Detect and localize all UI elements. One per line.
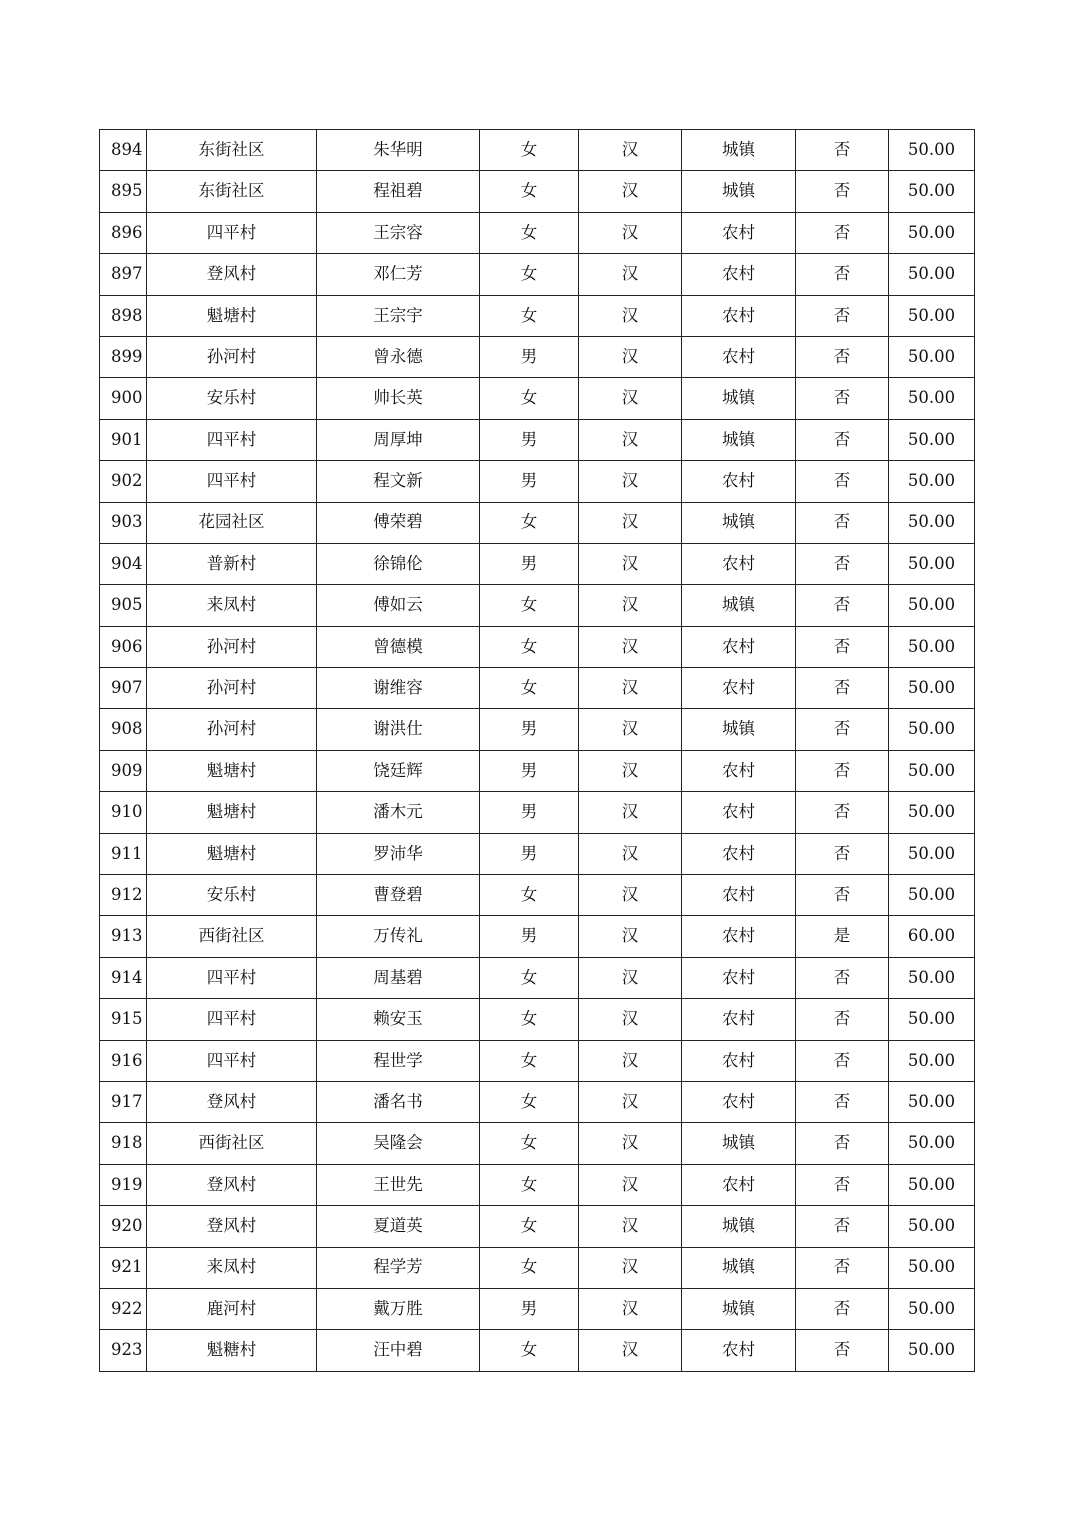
cell-flag: 否 <box>796 1164 889 1205</box>
cell-village: 魁塘村 <box>147 833 317 874</box>
cell-ethnicity: 汉 <box>579 171 682 212</box>
cell-residence-type: 城镇 <box>682 419 796 460</box>
cell-flag: 否 <box>796 543 889 584</box>
cell-amount: 50.00 <box>889 1288 975 1329</box>
table-row <box>100 668 975 709</box>
cell-person-name: 罗沛华 <box>317 833 480 874</box>
cell-residence-type: 城镇 <box>682 709 796 750</box>
cell-amount: 50.00 <box>889 792 975 833</box>
cell-person-name: 夏道英 <box>317 1206 480 1247</box>
cell-serial-number: 910 <box>100 792 147 833</box>
cell-ethnicity: 汉 <box>579 709 682 750</box>
cell-residence-type: 农村 <box>682 254 796 295</box>
cell-serial-number: 905 <box>100 585 147 626</box>
cell-person-name: 周厚坤 <box>317 419 480 460</box>
cell-flag: 否 <box>796 336 889 377</box>
cell-person-name: 赖安玉 <box>317 999 480 1040</box>
cell-amount: 50.00 <box>889 1206 975 1247</box>
cell-person-name: 曾德模 <box>317 626 480 667</box>
roster-body <box>100 130 975 1372</box>
cell-village: 魁塘村 <box>147 792 317 833</box>
cell-village: 四平村 <box>147 212 317 253</box>
cell-amount: 50.00 <box>889 957 975 998</box>
cell-flag: 否 <box>796 1330 889 1371</box>
cell-sex: 女 <box>480 171 579 212</box>
cell-village: 孙河村 <box>147 626 317 667</box>
cell-person-name: 程学芳 <box>317 1247 480 1288</box>
cell-flag: 否 <box>796 254 889 295</box>
cell-person-name: 戴万胜 <box>317 1288 480 1329</box>
table-row <box>100 130 975 171</box>
cell-ethnicity: 汉 <box>579 1247 682 1288</box>
cell-village: 四平村 <box>147 999 317 1040</box>
cell-flag: 是 <box>796 916 889 957</box>
cell-residence-type: 城镇 <box>682 1206 796 1247</box>
cell-amount: 50.00 <box>889 171 975 212</box>
cell-sex: 女 <box>480 378 579 419</box>
cell-sex: 女 <box>480 626 579 667</box>
cell-ethnicity: 汉 <box>579 130 682 171</box>
table-row <box>100 999 975 1040</box>
cell-serial-number: 916 <box>100 1040 147 1081</box>
cell-flag: 否 <box>796 1123 889 1164</box>
cell-person-name: 程世学 <box>317 1040 480 1081</box>
cell-sex: 女 <box>480 957 579 998</box>
cell-sex: 男 <box>480 833 579 874</box>
cell-sex: 女 <box>480 1081 579 1122</box>
cell-person-name: 傅荣碧 <box>317 502 480 543</box>
cell-sex: 男 <box>480 543 579 584</box>
cell-serial-number: 923 <box>100 1330 147 1371</box>
table-row <box>100 626 975 667</box>
cell-village: 西街社区 <box>147 916 317 957</box>
cell-flag: 否 <box>796 1206 889 1247</box>
table-row <box>100 1247 975 1288</box>
cell-flag: 否 <box>796 792 889 833</box>
cell-flag: 否 <box>796 999 889 1040</box>
cell-residence-type: 农村 <box>682 999 796 1040</box>
cell-village: 魁塘村 <box>147 295 317 336</box>
cell-serial-number: 911 <box>100 833 147 874</box>
cell-village: 四平村 <box>147 461 317 502</box>
cell-ethnicity: 汉 <box>579 295 682 336</box>
cell-amount: 50.00 <box>889 543 975 584</box>
cell-village: 花园社区 <box>147 502 317 543</box>
cell-serial-number: 899 <box>100 336 147 377</box>
cell-amount: 50.00 <box>889 461 975 502</box>
cell-serial-number: 894 <box>100 130 147 171</box>
roster-sheet <box>99 129 975 1372</box>
table-row <box>100 1040 975 1081</box>
cell-person-name: 万传礼 <box>317 916 480 957</box>
cell-sex: 女 <box>480 1206 579 1247</box>
cell-serial-number: 903 <box>100 502 147 543</box>
cell-serial-number: 912 <box>100 875 147 916</box>
table-row <box>100 295 975 336</box>
cell-serial-number: 909 <box>100 750 147 791</box>
cell-sex: 女 <box>480 999 579 1040</box>
cell-flag: 否 <box>796 585 889 626</box>
cell-sex: 女 <box>480 1123 579 1164</box>
cell-village: 四平村 <box>147 1040 317 1081</box>
cell-serial-number: 913 <box>100 916 147 957</box>
cell-sex: 女 <box>480 585 579 626</box>
cell-residence-type: 农村 <box>682 916 796 957</box>
cell-person-name: 帅长英 <box>317 378 480 419</box>
cell-residence-type: 农村 <box>682 1164 796 1205</box>
cell-village: 四平村 <box>147 957 317 998</box>
cell-ethnicity: 汉 <box>579 585 682 626</box>
table-row <box>100 171 975 212</box>
cell-person-name: 汪中碧 <box>317 1330 480 1371</box>
cell-flag: 否 <box>796 130 889 171</box>
roster-table <box>99 129 975 1372</box>
cell-flag: 否 <box>796 171 889 212</box>
cell-ethnicity: 汉 <box>579 461 682 502</box>
cell-residence-type: 农村 <box>682 957 796 998</box>
cell-sex: 女 <box>480 1330 579 1371</box>
cell-amount: 50.00 <box>889 626 975 667</box>
cell-sex: 男 <box>480 792 579 833</box>
cell-ethnicity: 汉 <box>579 1040 682 1081</box>
cell-flag: 否 <box>796 461 889 502</box>
cell-amount: 50.00 <box>889 212 975 253</box>
table-row <box>100 875 975 916</box>
cell-village: 孙河村 <box>147 709 317 750</box>
cell-person-name: 朱华明 <box>317 130 480 171</box>
cell-serial-number: 898 <box>100 295 147 336</box>
cell-serial-number: 906 <box>100 626 147 667</box>
table-row <box>100 709 975 750</box>
table-row <box>100 1330 975 1371</box>
table-row <box>100 792 975 833</box>
cell-village: 鹿河村 <box>147 1288 317 1329</box>
cell-amount: 60.00 <box>889 916 975 957</box>
cell-ethnicity: 汉 <box>579 543 682 584</box>
cell-flag: 否 <box>796 1040 889 1081</box>
cell-ethnicity: 汉 <box>579 212 682 253</box>
cell-person-name: 潘木元 <box>317 792 480 833</box>
cell-serial-number: 914 <box>100 957 147 998</box>
cell-flag: 否 <box>796 419 889 460</box>
cell-person-name: 王宗容 <box>317 212 480 253</box>
table-row <box>100 957 975 998</box>
cell-ethnicity: 汉 <box>579 750 682 791</box>
cell-serial-number: 897 <box>100 254 147 295</box>
cell-village: 登风村 <box>147 1081 317 1122</box>
cell-sex: 女 <box>480 212 579 253</box>
cell-ethnicity: 汉 <box>579 378 682 419</box>
cell-sex: 男 <box>480 419 579 460</box>
cell-person-name: 王世先 <box>317 1164 480 1205</box>
cell-village: 孙河村 <box>147 336 317 377</box>
cell-village: 普新村 <box>147 543 317 584</box>
cell-flag: 否 <box>796 295 889 336</box>
cell-serial-number: 920 <box>100 1206 147 1247</box>
cell-ethnicity: 汉 <box>579 1288 682 1329</box>
table-row <box>100 833 975 874</box>
cell-sex: 男 <box>480 461 579 502</box>
cell-flag: 否 <box>796 502 889 543</box>
cell-amount: 50.00 <box>889 999 975 1040</box>
cell-amount: 50.00 <box>889 295 975 336</box>
table-row <box>100 254 975 295</box>
cell-village: 西街社区 <box>147 1123 317 1164</box>
cell-village: 孙河村 <box>147 668 317 709</box>
cell-residence-type: 农村 <box>682 668 796 709</box>
cell-amount: 50.00 <box>889 833 975 874</box>
cell-residence-type: 城镇 <box>682 502 796 543</box>
cell-serial-number: 900 <box>100 378 147 419</box>
cell-amount: 50.00 <box>889 709 975 750</box>
cell-ethnicity: 汉 <box>579 833 682 874</box>
cell-residence-type: 农村 <box>682 461 796 502</box>
cell-ethnicity: 汉 <box>579 336 682 377</box>
cell-person-name: 曹登碧 <box>317 875 480 916</box>
cell-amount: 50.00 <box>889 1123 975 1164</box>
table-row <box>100 543 975 584</box>
table-row <box>100 336 975 377</box>
cell-flag: 否 <box>796 1247 889 1288</box>
table-row <box>100 1081 975 1122</box>
cell-amount: 50.00 <box>889 419 975 460</box>
cell-sex: 男 <box>480 336 579 377</box>
cell-serial-number: 922 <box>100 1288 147 1329</box>
cell-person-name: 王宗宇 <box>317 295 480 336</box>
cell-ethnicity: 汉 <box>579 1081 682 1122</box>
cell-amount: 50.00 <box>889 502 975 543</box>
cell-serial-number: 907 <box>100 668 147 709</box>
cell-residence-type: 城镇 <box>682 378 796 419</box>
cell-residence-type: 农村 <box>682 1040 796 1081</box>
cell-serial-number: 908 <box>100 709 147 750</box>
cell-residence-type: 农村 <box>682 875 796 916</box>
table-row <box>100 502 975 543</box>
cell-residence-type: 城镇 <box>682 1247 796 1288</box>
cell-residence-type: 农村 <box>682 212 796 253</box>
cell-person-name: 邓仁芳 <box>317 254 480 295</box>
cell-village: 来凤村 <box>147 585 317 626</box>
cell-residence-type: 农村 <box>682 1330 796 1371</box>
cell-sex: 女 <box>480 130 579 171</box>
cell-sex: 女 <box>480 668 579 709</box>
cell-residence-type: 农村 <box>682 543 796 584</box>
cell-sex: 男 <box>480 709 579 750</box>
cell-village: 东街社区 <box>147 130 317 171</box>
cell-person-name: 徐锦伦 <box>317 543 480 584</box>
table-row <box>100 750 975 791</box>
cell-village: 登风村 <box>147 1164 317 1205</box>
cell-flag: 否 <box>796 750 889 791</box>
cell-sex: 女 <box>480 295 579 336</box>
cell-flag: 否 <box>796 626 889 667</box>
cell-flag: 否 <box>796 668 889 709</box>
cell-amount: 50.00 <box>889 1164 975 1205</box>
cell-person-name: 潘名书 <box>317 1081 480 1122</box>
cell-sex: 女 <box>480 254 579 295</box>
cell-amount: 50.00 <box>889 1330 975 1371</box>
table-row <box>100 1123 975 1164</box>
cell-residence-type: 城镇 <box>682 585 796 626</box>
cell-ethnicity: 汉 <box>579 792 682 833</box>
cell-person-name: 程祖碧 <box>317 171 480 212</box>
cell-residence-type: 城镇 <box>682 1123 796 1164</box>
cell-village: 登风村 <box>147 1206 317 1247</box>
table-row <box>100 1164 975 1205</box>
cell-village: 来凤村 <box>147 1247 317 1288</box>
cell-amount: 50.00 <box>889 875 975 916</box>
cell-sex: 女 <box>480 1247 579 1288</box>
cell-residence-type: 农村 <box>682 792 796 833</box>
table-row <box>100 419 975 460</box>
cell-village: 安乐村 <box>147 875 317 916</box>
cell-amount: 50.00 <box>889 1040 975 1081</box>
cell-person-name: 程文新 <box>317 461 480 502</box>
cell-sex: 男 <box>480 1288 579 1329</box>
cell-flag: 否 <box>796 875 889 916</box>
cell-village: 东街社区 <box>147 171 317 212</box>
cell-ethnicity: 汉 <box>579 1164 682 1205</box>
cell-person-name: 周基碧 <box>317 957 480 998</box>
cell-residence-type: 城镇 <box>682 130 796 171</box>
cell-ethnicity: 汉 <box>579 916 682 957</box>
cell-residence-type: 农村 <box>682 336 796 377</box>
cell-village: 四平村 <box>147 419 317 460</box>
cell-ethnicity: 汉 <box>579 668 682 709</box>
cell-serial-number: 904 <box>100 543 147 584</box>
cell-ethnicity: 汉 <box>579 254 682 295</box>
table-row <box>100 378 975 419</box>
cell-village: 魁糖村 <box>147 1330 317 1371</box>
table-row <box>100 461 975 502</box>
cell-serial-number: 919 <box>100 1164 147 1205</box>
cell-amount: 50.00 <box>889 336 975 377</box>
cell-sex: 男 <box>480 750 579 791</box>
cell-ethnicity: 汉 <box>579 502 682 543</box>
table-row <box>100 1206 975 1247</box>
cell-village: 安乐村 <box>147 378 317 419</box>
table-row <box>100 585 975 626</box>
cell-serial-number: 895 <box>100 171 147 212</box>
cell-flag: 否 <box>796 378 889 419</box>
cell-sex: 女 <box>480 1040 579 1081</box>
cell-amount: 50.00 <box>889 130 975 171</box>
cell-person-name: 曾永德 <box>317 336 480 377</box>
table-row <box>100 212 975 253</box>
cell-person-name: 谢洪仕 <box>317 709 480 750</box>
cell-person-name: 饶廷辉 <box>317 750 480 791</box>
cell-serial-number: 917 <box>100 1081 147 1122</box>
cell-serial-number: 918 <box>100 1123 147 1164</box>
cell-residence-type: 农村 <box>682 1081 796 1122</box>
cell-amount: 50.00 <box>889 668 975 709</box>
cell-amount: 50.00 <box>889 585 975 626</box>
cell-village: 魁塘村 <box>147 750 317 791</box>
cell-ethnicity: 汉 <box>579 1123 682 1164</box>
cell-ethnicity: 汉 <box>579 999 682 1040</box>
cell-residence-type: 农村 <box>682 626 796 667</box>
cell-sex: 女 <box>480 875 579 916</box>
cell-ethnicity: 汉 <box>579 626 682 667</box>
cell-sex: 女 <box>480 1164 579 1205</box>
cell-ethnicity: 汉 <box>579 1330 682 1371</box>
cell-serial-number: 901 <box>100 419 147 460</box>
cell-residence-type: 农村 <box>682 833 796 874</box>
cell-serial-number: 915 <box>100 999 147 1040</box>
cell-residence-type: 城镇 <box>682 1288 796 1329</box>
cell-serial-number: 921 <box>100 1247 147 1288</box>
cell-sex: 女 <box>480 502 579 543</box>
cell-amount: 50.00 <box>889 378 975 419</box>
cell-flag: 否 <box>796 957 889 998</box>
cell-person-name: 吴隆会 <box>317 1123 480 1164</box>
cell-village: 登风村 <box>147 254 317 295</box>
cell-ethnicity: 汉 <box>579 957 682 998</box>
cell-residence-type: 农村 <box>682 750 796 791</box>
cell-residence-type: 城镇 <box>682 171 796 212</box>
cell-residence-type: 农村 <box>682 295 796 336</box>
table-row <box>100 916 975 957</box>
cell-ethnicity: 汉 <box>579 419 682 460</box>
cell-person-name: 谢维容 <box>317 668 480 709</box>
cell-amount: 50.00 <box>889 1247 975 1288</box>
cell-amount: 50.00 <box>889 750 975 791</box>
cell-ethnicity: 汉 <box>579 1206 682 1247</box>
cell-ethnicity: 汉 <box>579 875 682 916</box>
cell-flag: 否 <box>796 833 889 874</box>
cell-sex: 男 <box>480 916 579 957</box>
cell-amount: 50.00 <box>889 1081 975 1122</box>
cell-serial-number: 902 <box>100 461 147 502</box>
cell-flag: 否 <box>796 1081 889 1122</box>
cell-serial-number: 896 <box>100 212 147 253</box>
cell-flag: 否 <box>796 1288 889 1329</box>
cell-flag: 否 <box>796 212 889 253</box>
table-row <box>100 1288 975 1329</box>
cell-amount: 50.00 <box>889 254 975 295</box>
cell-flag: 否 <box>796 709 889 750</box>
cell-person-name: 傅如云 <box>317 585 480 626</box>
